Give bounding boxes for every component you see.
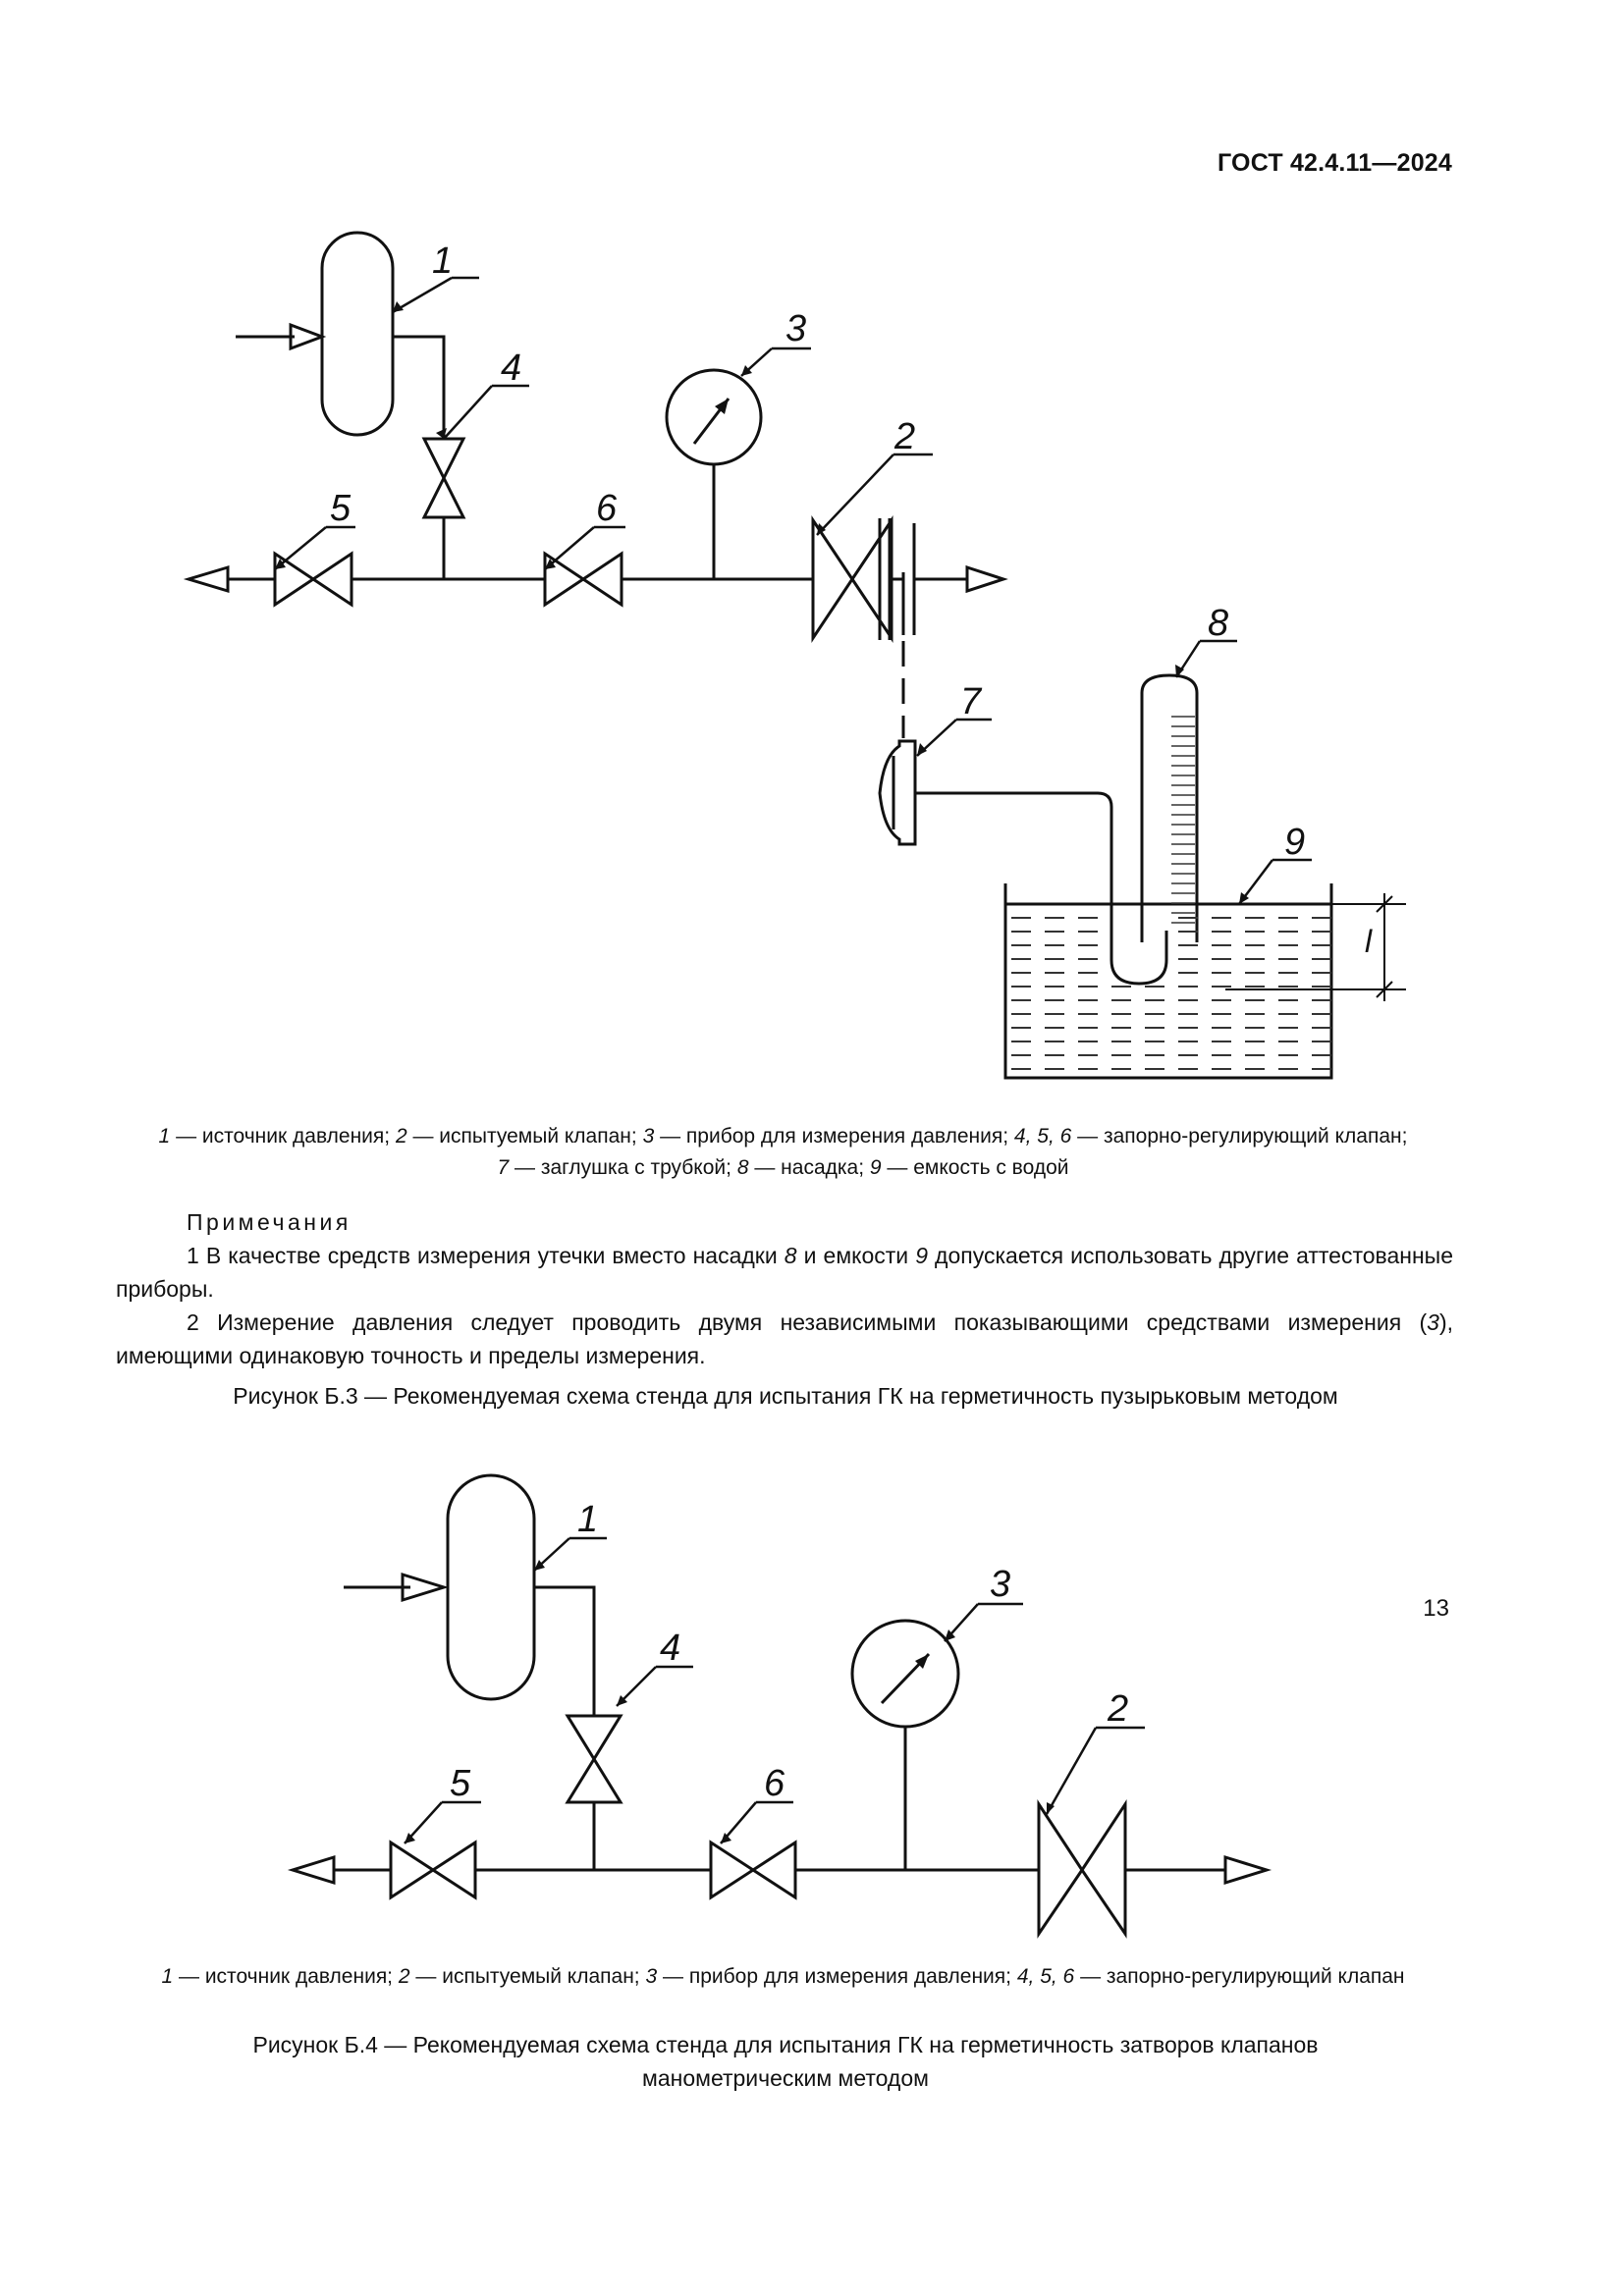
- marker-6: 6: [764, 1763, 785, 1804]
- tested-valve-2: [1039, 1804, 1125, 1934]
- valve-6: [545, 554, 622, 605]
- page-number: 13: [1423, 1595, 1449, 1622]
- legend-line-1: 1 — источник давления; 2 — испытуемый клапан; 3 — прибор для измерения давления; 4, 5, 6 — запорно-регулирующий клапан: [161, 1965, 1405, 1988]
- marker-2: 2: [894, 416, 916, 457]
- pressure-source-1: [322, 233, 393, 435]
- document-id-header: ГОСТ 42.4.11—2024: [1218, 149, 1452, 177]
- note-1: 1 В качестве средств измерения утечки вместо насадки 8 и емкости 9 допускается использовать другие аттестованные приборы.: [116, 1243, 1453, 1302]
- marker-5: 5: [450, 1763, 471, 1804]
- valve-6: [711, 1842, 795, 1897]
- marker-9: 9: [1284, 822, 1306, 863]
- valve-4: [568, 1716, 621, 1802]
- marker-2: 2: [1108, 1688, 1129, 1730]
- caption-line-1: Рисунок Б.4 — Рекомендуемая схема стенда для испытания ГК на герметичность затворов клапанов: [252, 2032, 1319, 2057]
- pressure-gauge-3: [852, 1621, 958, 1727]
- marker-4: 4: [501, 347, 522, 389]
- figure-b3-diagram: [0, 0, 1624, 1099]
- caption-line-2: манометрическим методом: [642, 2065, 929, 2091]
- figure-b3-legend: [108, 1121, 1458, 1184]
- outlet-arrow-right: [1225, 1857, 1267, 1883]
- figure-b3-notes: [116, 1205, 1453, 1372]
- inlet-arrow: [291, 325, 322, 348]
- marker-6: 6: [596, 488, 618, 529]
- valve-5: [391, 1842, 475, 1897]
- water-tank-9: [1005, 883, 1331, 1078]
- figure-b3-caption: Рисунок Б.3 — Рекомендуемая схема стенда для испытания ГК на герметичность пузырьковым методом: [233, 1383, 1338, 1409]
- marker-3: 3: [785, 308, 807, 349]
- outlet-arrow-left: [293, 1857, 334, 1883]
- figure-b4-legend: [108, 1961, 1458, 1993]
- marker-3: 3: [990, 1564, 1011, 1605]
- figure-b4-caption: [108, 2028, 1463, 2095]
- marker-8: 8: [1208, 603, 1229, 644]
- marker-7: 7: [960, 681, 982, 722]
- marker-4: 4: [660, 1628, 681, 1669]
- legend-line-1: 1 — источник давления; 2 — испытуемый клапан; 3 — прибор для измерения давления; 4, 5, 6 — запорно-регулирующий клапан;: [158, 1125, 1408, 1148]
- marker-1: 1: [432, 240, 454, 282]
- dimension-label-l: l: [1365, 924, 1373, 959]
- legend-line-2: 7 — заглушка с трубкой; 8 — насадка; 9 — емкость с водой: [497, 1156, 1069, 1179]
- note-2: 2 Измерение давления следует проводить двумя независимыми показывающими средствами измерения (3), имеющими одинаковую точность и пределы измерения.: [116, 1309, 1453, 1368]
- pressure-source-1: [448, 1475, 534, 1699]
- outlet-arrow-left: [189, 567, 228, 591]
- outlet-arrow-right: [967, 567, 1003, 591]
- nozzle-8: [1142, 675, 1197, 942]
- valve-4: [424, 439, 463, 517]
- figure-b4-diagram: [0, 1453, 1624, 1944]
- marker-5: 5: [330, 488, 352, 529]
- notes-title: Примечания: [187, 1209, 352, 1235]
- marker-1: 1: [577, 1499, 599, 1540]
- plug-with-tube-7: [880, 741, 915, 844]
